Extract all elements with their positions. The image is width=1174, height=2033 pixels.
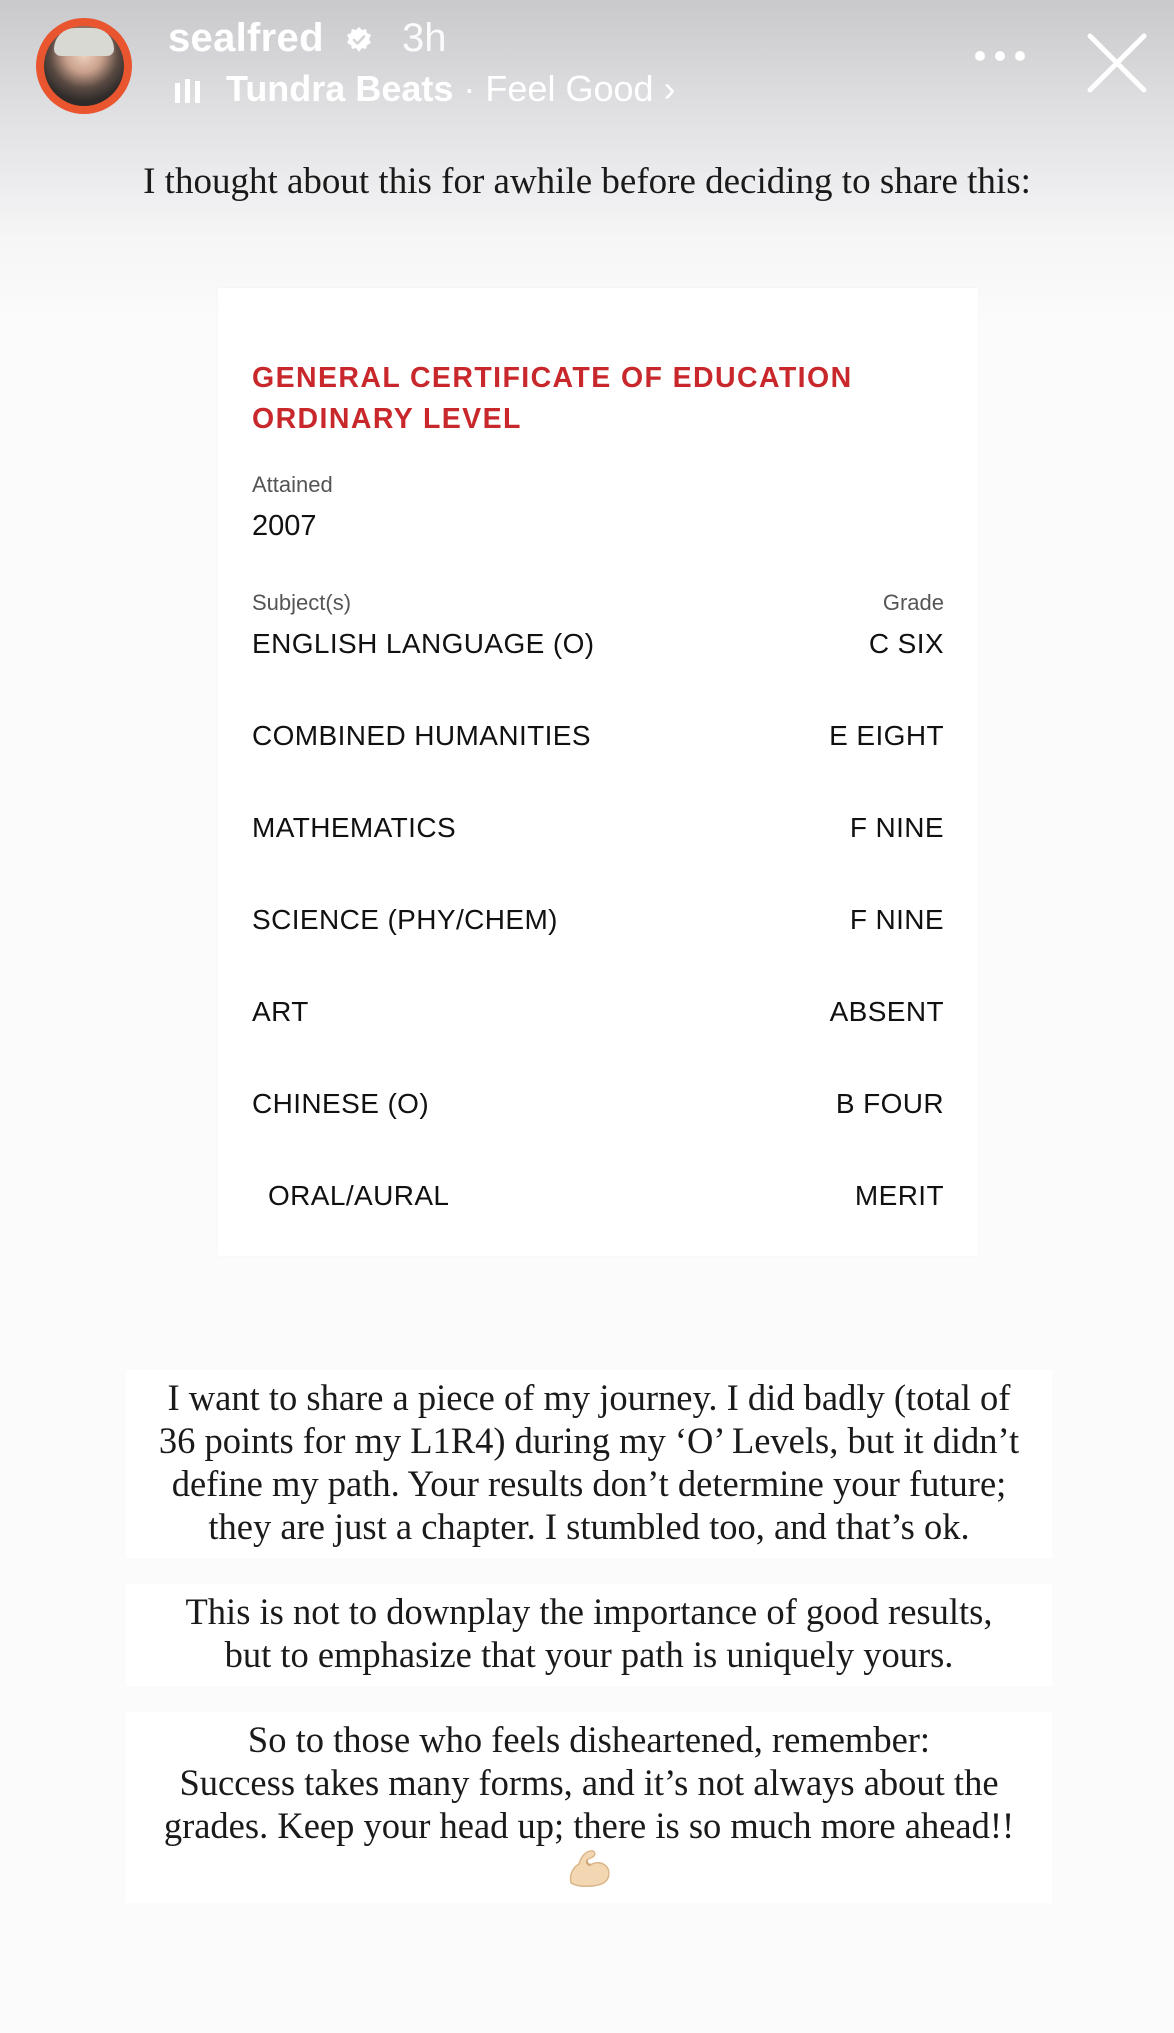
flexed-biceps-emoji: [565, 1847, 613, 1889]
chevron-right-icon: ›: [663, 68, 676, 109]
subject-column-header: Subject(s): [252, 590, 352, 615]
result-row: [252, 1088, 944, 1128]
caption-line: Success takes many forms, and it’s not always about the: [179, 1762, 999, 1803]
caption-line: So to those who feels disheartened, remember:: [247, 1719, 931, 1760]
caption-line: 36 points for my L1R4) during my ‘O’ Levels, but it didn’t: [158, 1420, 1020, 1461]
subject-grade: MERIT: [854, 1180, 944, 1211]
subject-name: CHINESE (O): [252, 1088, 430, 1119]
profile-avatar[interactable]: [36, 18, 132, 114]
result-row: [252, 904, 944, 944]
caption-block-encouragement: [126, 1712, 1052, 1903]
certificate-title-line1: GENERAL CERTIFICATE OF EDUCATION: [252, 362, 853, 394]
music-bars-icon: [174, 79, 202, 103]
music-sticker[interactable]: [226, 68, 676, 110]
result-row: [252, 812, 944, 852]
more-options-icon[interactable]: [972, 46, 1028, 66]
attained-year: 2007: [252, 510, 317, 542]
caption-line: grades. Keep your head up; there is so much more ahead!!: [163, 1805, 1015, 1846]
story-intro-text: I thought about this for awhile before deciding to share this:: [143, 161, 1031, 202]
caption-line: This is not to downplay the importance of good results,: [185, 1591, 993, 1632]
subject-name: ENGLISH LANGUAGE (O): [252, 628, 595, 659]
certificate-card: [218, 288, 978, 1256]
story-header: [0, 0, 1174, 140]
subject-name: ORAL/AURAL: [268, 1180, 450, 1211]
result-row: [252, 720, 944, 760]
verified-badge-icon: [345, 26, 373, 54]
caption-block-journey: [126, 1370, 1052, 1558]
grade-column-header: Grade: [882, 590, 944, 615]
subject-grade: B FOUR: [835, 1088, 944, 1119]
subject-name: MATHEMATICS: [252, 812, 457, 843]
certificate-title: [252, 358, 853, 440]
caption-line: but to emphasize that your path is uniquely yours.: [224, 1634, 954, 1675]
result-row: [252, 996, 944, 1036]
subject-grade: F NINE: [849, 812, 944, 843]
music-song: Feel Good: [485, 68, 654, 109]
close-icon[interactable]: [1086, 32, 1148, 94]
certificate-title-line2: ORDINARY LEVEL: [252, 403, 522, 435]
subject-name: SCIENCE (PHY/CHEM): [252, 904, 558, 935]
music-separator: ·: [463, 68, 476, 109]
attained-label: Attained: [252, 472, 333, 497]
subject-name: COMBINED HUMANITIES: [252, 720, 591, 751]
subject-grade: C SIX: [868, 628, 944, 659]
caption-block-path: [126, 1584, 1052, 1686]
caption-line: I want to share a piece of my journey. I did badly (total of: [167, 1377, 1011, 1418]
caption-line: define my path. Your results don’t determine your future;: [171, 1463, 1007, 1504]
subject-grade: F NINE: [849, 904, 944, 935]
post-time: 3h: [402, 16, 447, 60]
avatar-hair: [54, 28, 114, 56]
result-row: [252, 628, 944, 668]
username[interactable]: sealfred: [168, 16, 324, 60]
subject-grade: ABSENT: [829, 996, 944, 1027]
caption-line: they are just a chapter. I stumbled too, and that’s ok.: [208, 1506, 970, 1547]
result-row: [252, 1180, 944, 1220]
subject-name: ART: [252, 996, 309, 1027]
music-artist: Tundra Beats: [226, 68, 454, 109]
subject-grade: E EIGHT: [829, 720, 944, 751]
